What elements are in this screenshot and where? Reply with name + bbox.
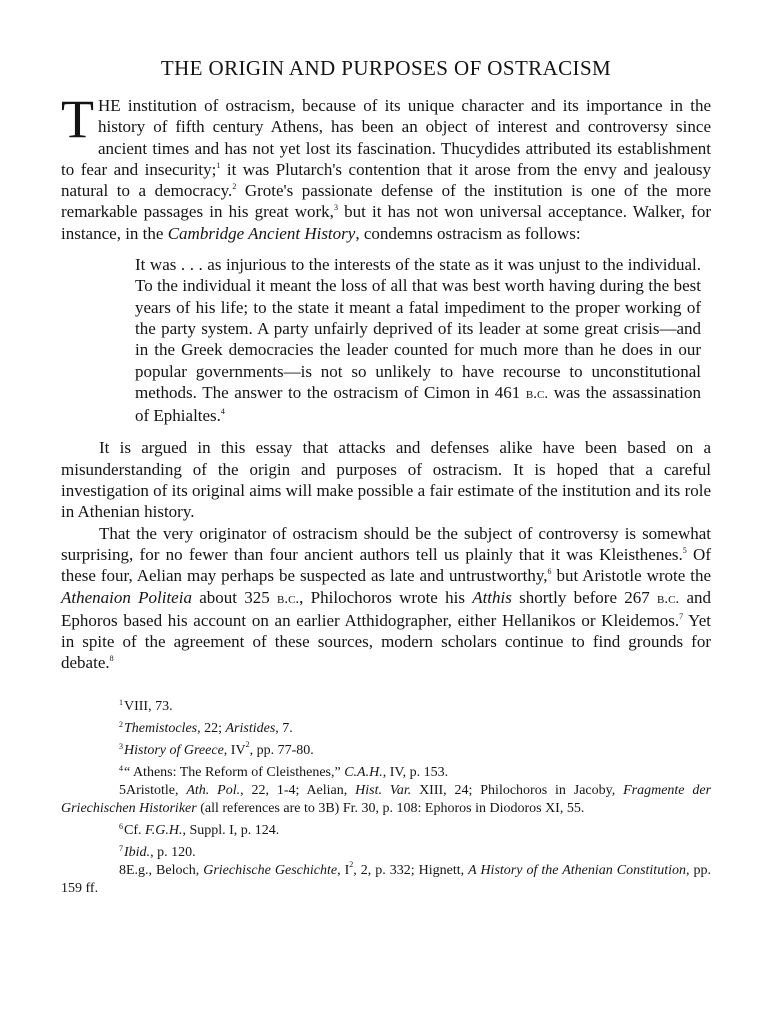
footnote-4: $^4$“ Athens: The Reform of Cleisthenes,” C.A.H., IV, p. 153. <box>119 763 449 780</box>
paragraph-2: It is argued in this essay that attacks and defenses alike have been based on a misunderstanding of the origin and purposes of ostracism. It is hoped that a careful investigation of its original aims will make possible a fair estimate of the institution and its role in Athenian history. <box>61 438 711 522</box>
footnote-ref: 3 <box>333 203 338 213</box>
footnote-ref: 2 <box>232 182 237 192</box>
footnote-7: $^7$Ibid., p. 120. <box>119 843 196 860</box>
footnote-ref: 1 <box>216 160 221 170</box>
footnote-ref: 6 <box>547 567 552 577</box>
footnote-5: 5Aristotle, Ath. Pol., 22, 1-4; Aelian, Hist. Var. XIII, 24; Philochoros in Jacoby, Fragmente der Griechischen Historiker (all references are to 3B) Fr. 30, p. 108: Ephoros in Diodoros XI, 55. <box>61 782 712 816</box>
footnote-1: $^1$VIII, 73. <box>119 697 173 714</box>
footnote-ref: 8 <box>109 654 114 664</box>
footnote-ref: 5 <box>682 545 687 555</box>
footnote-ref: 4 <box>220 407 225 417</box>
footnote-ref: 7 <box>679 611 684 621</box>
page-title: THE ORIGIN AND PURPOSES OF OSTRACISM <box>160 56 612 80</box>
footnotes <box>61 694 711 898</box>
block-quote: It was . . . as injurious to the interests of the state as it was unjust to the individual. To the individual it meant the loss of all that was best worth having during the best years of his life; to the state it meant a fatal impediment to the proper working of the party system. A party unfairly deprived of its leader at some great crisis—and in the Greek democracies the leader counted for much more than he does in our popular governments—is not so unlikely to have recourse to unconstitutional methods. The answer to the ostracism of Cimon in 461 b.c. was the assassination of Ephialtes.$^4$ <box>135 255 701 426</box>
footnote-2: $^2$Themistocles, 22; Aristides, 7. <box>119 719 293 736</box>
paragraph-3: That the very originator of ostracism should be the subject of controversy is somewhat surprising, for no fewer than four ancient authors tell us plainly that it was Kleisthenes.$^5$ Of these four, Aelian may perhaps be suspected as late and untrustworthy,$^6$ but Aristotle wrote the Athenaion Politeia about 325 b.c., Philochoros wrote his Atthis shortly before 267 b.c. and Ephoros based his account on an earlier Atthidographer, either Hellanikos or Kleidemos.$^7$ Yet in spite of the agreement of these sources, modern scholars continue to find grounds for debate.$^8$ <box>61 523 712 673</box>
footnote-3: $^3$History of Greece, $IV^2$, pp. 77-80. <box>119 739 314 758</box>
drop-cap: T <box>61 89 94 149</box>
paragraph-1: THE institution of ostracism, because of its unique character and its importance in the history of fifth century Athens, has been an object of interest and controversy since ancient times and has not yet lost its fascination. Thucydides attributed its establishment to fear and insecurity;$^1$ it was Plutarch's contention that it arose from the envy and jealousy natural to a democracy.$^2$ Grote's passionate defense of the institution is one of the more remarkable passages in his great work,$^3$ but it has not won universal acceptance. Walker, for instance, in the Cambridge Ancient History, condemns ostracism as follows: <box>61 89 711 243</box>
page <box>61 56 711 898</box>
footnote-6: $^6$Cf. F.G.H., Suppl. I, p. 124. <box>119 821 280 838</box>
footnote-8: 8E.g., Beloch, Griechische Geschichte, $I^2$, 2, p. 332; Hignett, A History of the Athenian Constitution, pp. 159 ff. <box>61 859 711 896</box>
